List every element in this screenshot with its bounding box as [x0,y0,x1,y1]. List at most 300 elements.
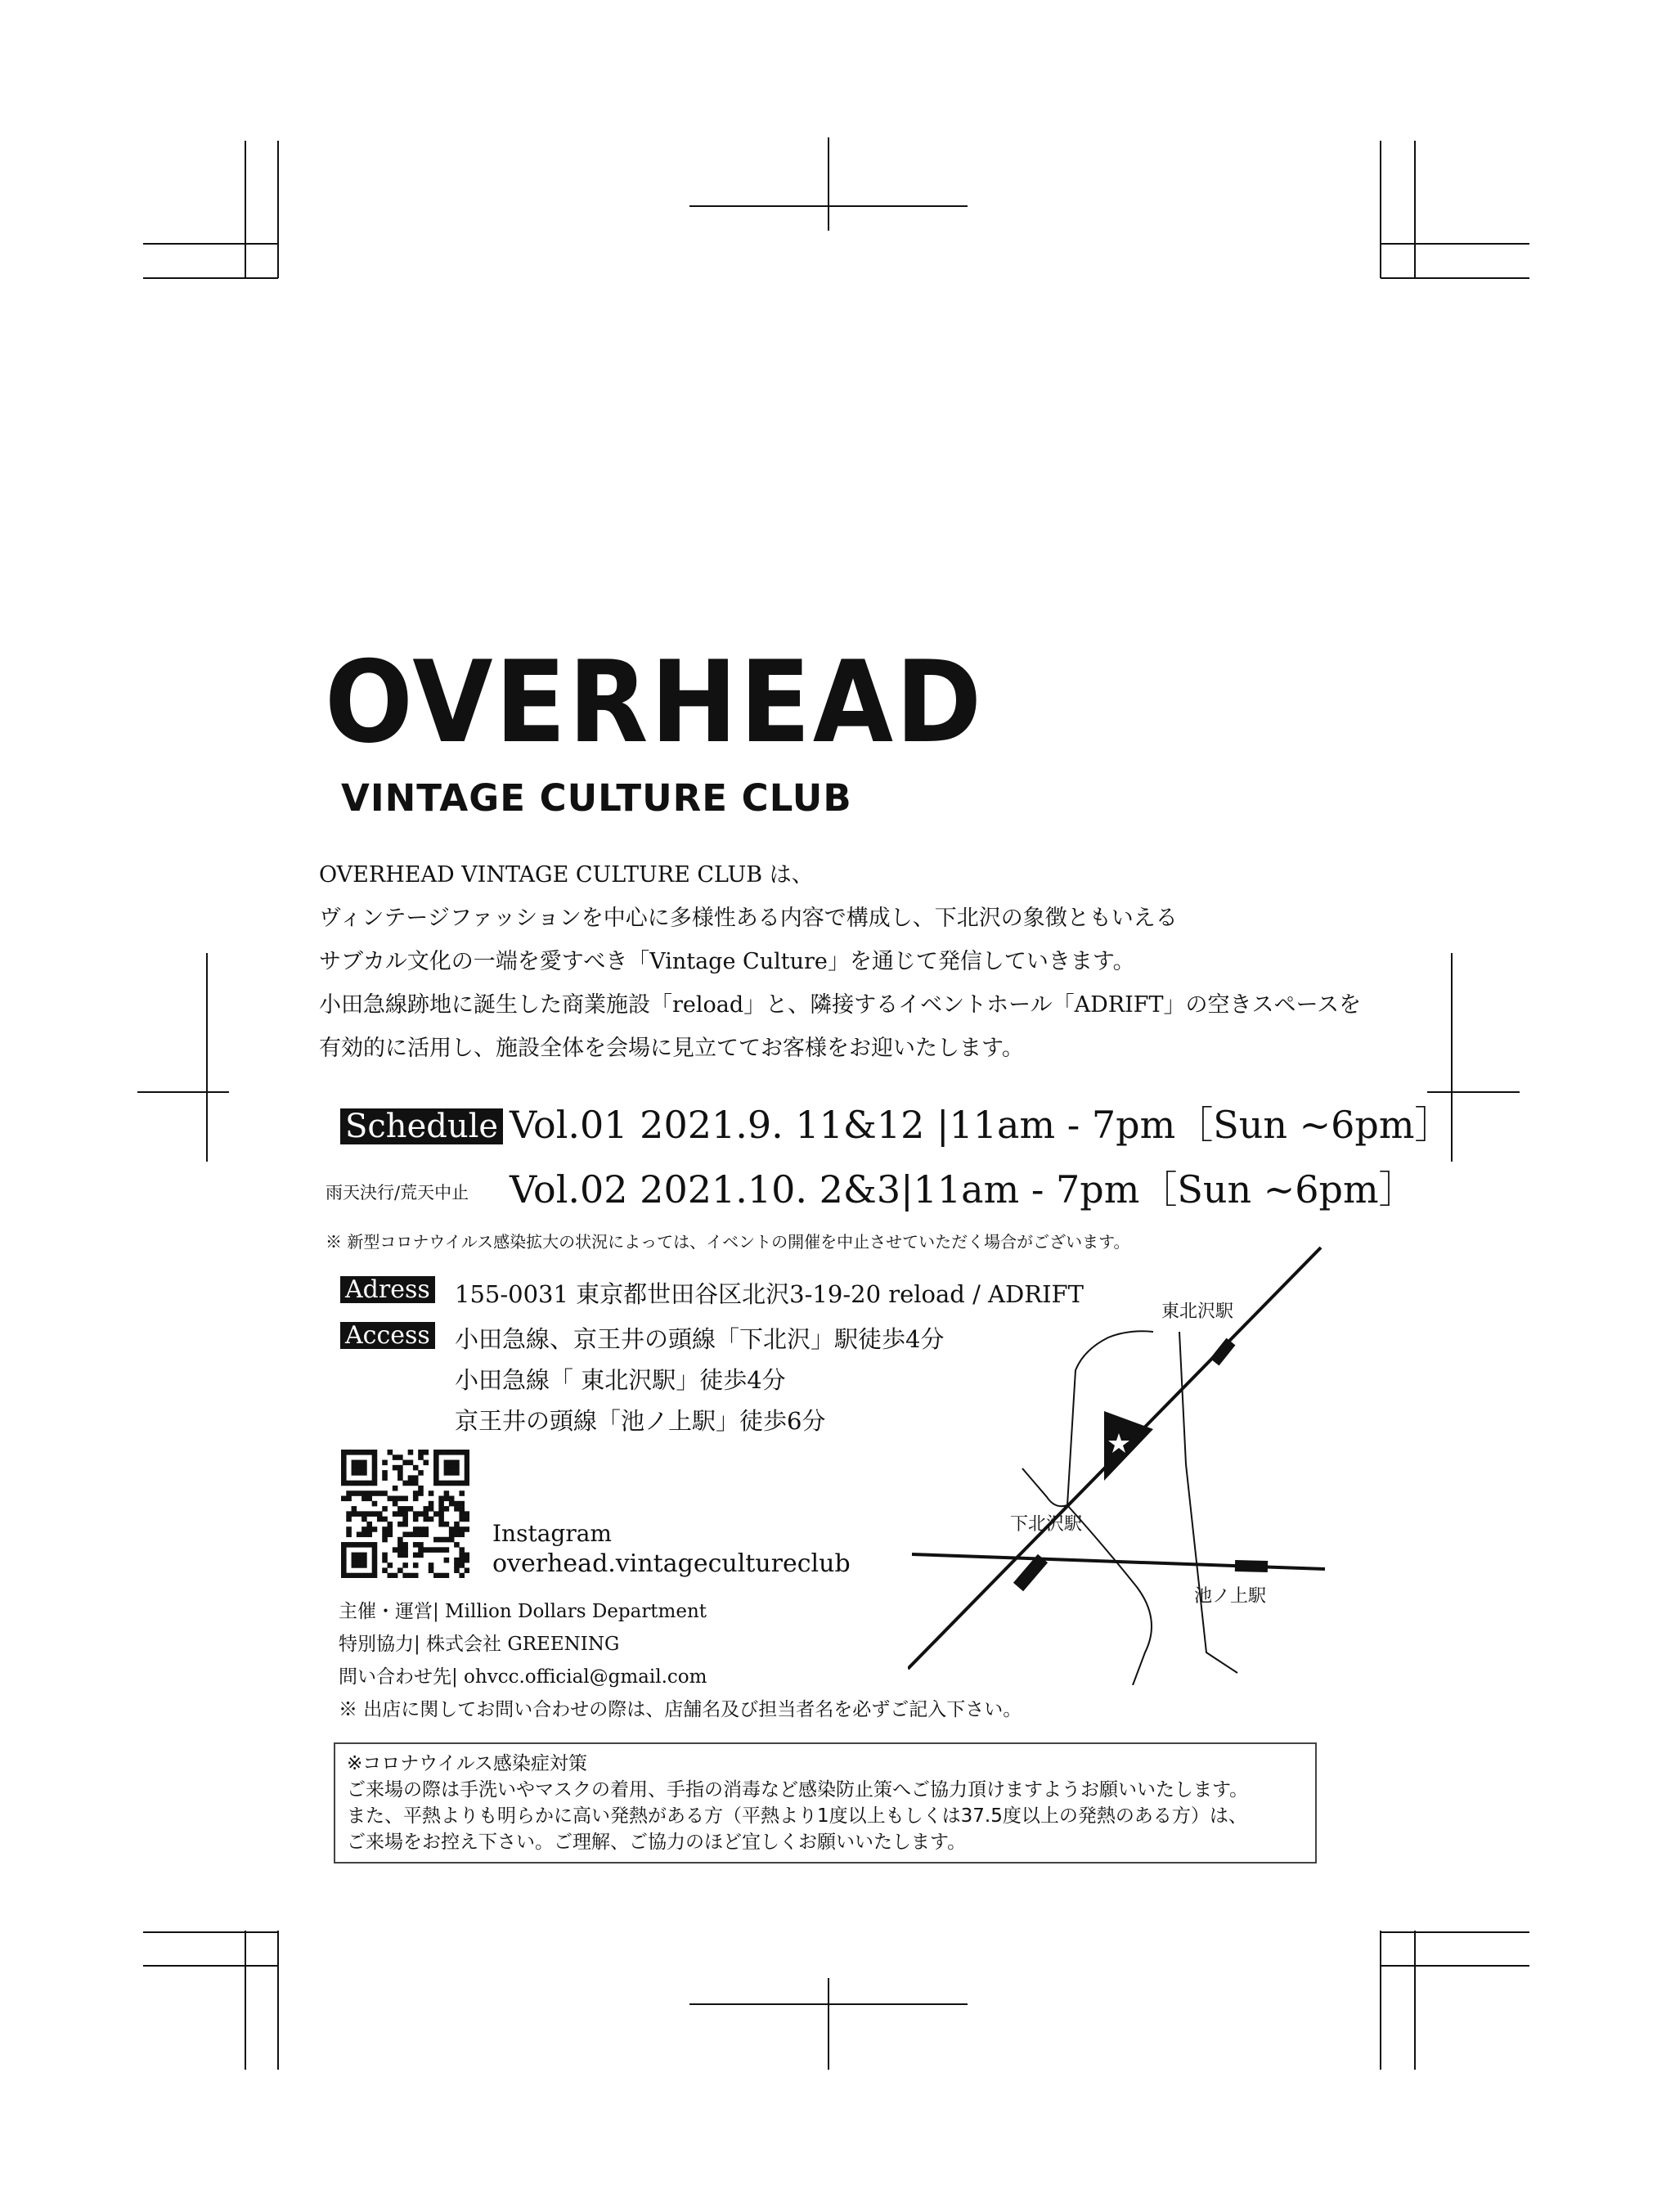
qr-module [372,1547,378,1553]
qr-module [454,1522,460,1527]
qr-module [372,1542,378,1548]
qr-module [465,1465,469,1471]
qr-module [413,1531,419,1537]
credit-note: ※ 出店に関してお問い合わせの際は、店舗名及び担当者名を必ずご記入下さい。 [339,1699,1022,1720]
qr-module [402,1562,408,1568]
qr-module [459,1558,465,1563]
qr-module [459,1501,465,1507]
page-title: OVERHEAD [325,636,984,768]
intro-line: ヴィンテージファッションを中心に多様性ある内容で構成し、下北沢の象徴ともいえる [319,906,1178,931]
qr-module [352,1511,357,1517]
qr-module [341,1562,347,1568]
qr-module [352,1562,357,1568]
covid-measures-line: ご来場の際は手洗いやマスクの着用、手指の消毒など感染防止策へご協力頂けますようお願いいたします。 [347,1779,1249,1801]
qr-module [438,1481,444,1486]
qr-module [459,1573,465,1578]
qr-module [352,1460,357,1466]
qr-module [346,1511,352,1517]
qr-module [372,1501,378,1507]
qr-module [408,1531,414,1537]
qr-module [393,1501,398,1507]
qr-module [352,1470,357,1476]
qr-module [402,1522,408,1527]
qr-module [357,1558,362,1563]
qr-module [454,1501,460,1507]
qr-module [459,1490,465,1496]
qr-module [397,1537,403,1543]
qr-module [388,1531,393,1537]
qr-module [444,1547,450,1553]
qr-module [377,1511,383,1517]
qr-module [346,1496,352,1502]
qr-module [413,1562,419,1568]
qr-module [465,1460,469,1466]
qr-module [361,1517,367,1522]
qr-module [397,1547,403,1553]
qr-module [352,1490,357,1496]
qr-module [459,1553,465,1558]
qr-module [454,1470,460,1476]
qr-module [357,1511,362,1517]
qr-module [357,1542,362,1548]
qr-module [408,1450,414,1455]
qr-module [418,1542,424,1548]
qr-module [438,1573,444,1578]
qr-module [449,1526,455,1532]
access-list [455,1319,944,1441]
map-label-ikenoue: 池ノ上駅 [1194,1586,1267,1607]
qr-module [361,1542,367,1548]
qr-module [382,1506,388,1512]
qr-module [361,1553,367,1558]
schedule-vol1: Vol.01 2021.9. 11&12 |11am - 7pm［Sun ~6pm］ [510,1103,1453,1147]
qr-module [341,1470,347,1476]
qr-module [423,1511,429,1517]
qr-module [459,1531,465,1537]
qr-module [393,1465,398,1471]
qr-module [346,1450,352,1455]
qr-module [444,1465,450,1471]
qr-module [423,1450,429,1455]
qr-module [372,1481,378,1486]
qr-module [372,1490,378,1496]
qr-module [413,1490,419,1496]
map-road [1022,1468,1067,1506]
intro-line: サブカル文化の一端を愛すべき「Vintage Culture」を通じて発信していきます。 [319,949,1135,974]
qr-module [413,1481,419,1486]
qr-module [433,1475,439,1481]
qr-module [372,1526,378,1532]
qr-module [388,1496,393,1502]
qr-module [465,1450,469,1455]
qr-module [413,1542,419,1548]
qr-module [388,1526,393,1532]
qr-module [459,1517,465,1522]
qr-module [429,1562,434,1568]
qr-module [444,1460,450,1466]
qr-module [433,1454,439,1460]
rain-note: 雨天決行/荒天中止 [326,1183,469,1203]
qr-module [346,1531,352,1537]
qr-module [408,1481,414,1486]
qr-module [366,1573,372,1578]
qr-module [402,1553,408,1558]
qr-module [423,1531,429,1537]
qr-module [382,1526,388,1532]
qr-module [382,1517,388,1522]
qr-module [402,1460,408,1466]
qr-module [377,1517,383,1522]
access-line: 京王井の頭線「池ノ上駅」徒歩6分 [455,1407,826,1435]
qr-module [366,1511,372,1517]
intro-text [319,853,1464,1070]
qr-module [418,1553,424,1558]
qr-module [459,1562,465,1568]
qr-module [352,1542,357,1548]
schedule-vol2: Vol.02 2021.10. 2&3|11am - 7pm［Sun ~6pm］ [510,1167,1417,1212]
address-value: 155-0031 東京都世田谷区北沢3-19-20 reload / ADRIFT [455,1280,1084,1308]
map-station-shimokitazawa [1018,1558,1043,1587]
qr-module [418,1454,424,1460]
covid-measures-line: ご来場をお控え下さい。ご理解、ご協力のほど宜しくお願いいたします。 [347,1832,967,1853]
qr-module [465,1553,469,1558]
map-label-shimokitazawa: 下北沢駅 [1010,1514,1083,1535]
qr-module [444,1537,450,1543]
qr-module [393,1496,398,1502]
qr-module [413,1465,419,1471]
qr-module [465,1511,469,1517]
qr-module [459,1450,465,1455]
qr-module [397,1470,403,1476]
qr-module [465,1526,469,1532]
qr-module [465,1517,469,1522]
qr-module [423,1506,429,1512]
qr-module [382,1490,388,1496]
qr-module [361,1558,367,1563]
qr-module [366,1531,372,1537]
qr-module [408,1475,414,1481]
qr-module [454,1562,460,1568]
qr-module [444,1496,450,1502]
qr-module [454,1465,460,1471]
qr-module [433,1547,439,1553]
qr-module [366,1490,372,1496]
qr-module [388,1450,393,1455]
qr-module [366,1522,372,1527]
qr-module [397,1567,403,1573]
qr-module [408,1506,414,1512]
qr-module [341,1573,347,1578]
qr-module [372,1562,378,1568]
qr-module [341,1496,347,1502]
qr-module [465,1558,469,1563]
credit-organizer: 主催・運営| Million Dollars Department [339,1601,707,1622]
qr-module [341,1567,347,1573]
qr-module [444,1470,450,1476]
qr-module [465,1454,469,1460]
map-station-ikenoue [1235,1566,1268,1567]
qr-module [352,1481,357,1486]
qr-module [361,1450,367,1455]
qr-module [366,1526,372,1532]
qr-module [372,1454,378,1460]
qr-module [357,1450,362,1455]
qr-module [377,1490,383,1496]
qr-module [408,1460,414,1466]
qr-module [438,1547,444,1553]
qr-module [357,1490,362,1496]
qr-module [418,1526,424,1532]
qr-module [388,1562,393,1568]
qr-module [459,1511,465,1517]
qr-module [361,1496,367,1502]
qr-module [357,1531,362,1537]
qr-module [454,1531,460,1537]
qr-module [449,1481,455,1486]
credit-contact: 問い合わせ先| ohvcc.official@gmail.com [339,1666,707,1688]
qr-module [454,1481,460,1486]
qr-module [429,1490,434,1496]
qr-module [393,1454,398,1460]
qr-module [397,1506,403,1512]
qr-module [346,1526,352,1532]
qr-module [397,1475,403,1481]
qr-module [393,1573,398,1578]
qr-module [372,1553,378,1558]
qr-module [361,1526,367,1532]
qr-module [413,1553,419,1558]
intro-line: OVERHEAD VINTAGE CULTURE CLUB は、 [319,862,814,888]
qr-module [438,1537,444,1543]
qr-module [449,1470,455,1476]
instagram-label: Instagram [492,1520,612,1547]
intro-line: 小田急線跡地に誕生した商業施設「reload」と、隣接するイベントホール「ADRIFT」の空きスペースを [319,992,1362,1018]
qr-module [357,1465,362,1471]
qr-module [444,1450,450,1455]
qr-module [454,1526,460,1532]
qr-module [388,1522,393,1527]
qr-module [454,1542,460,1548]
qr-module [361,1573,367,1578]
qr-module [465,1481,469,1486]
qr-module [459,1481,465,1486]
qr-module [454,1450,460,1455]
access-line: 小田急線、京王井の頭線「下北沢」駅徒歩4分 [455,1325,945,1353]
qr-module [444,1573,450,1578]
qr-module [423,1517,429,1522]
qr-module [418,1470,424,1476]
qr-module [459,1547,465,1553]
qr-module [372,1475,378,1481]
qr-module [454,1567,460,1573]
qr-module [444,1506,450,1512]
qr-module [429,1547,434,1553]
qr-module [438,1511,444,1517]
qr-module [438,1501,444,1507]
qr-module [372,1567,378,1573]
qr-module [346,1490,352,1496]
qr-module [372,1511,378,1517]
qr-module [433,1470,439,1476]
qr-module [346,1573,352,1578]
qr-module [361,1465,367,1471]
qr-module [361,1511,367,1517]
qr-module [341,1450,347,1455]
qr-module [408,1573,414,1578]
qr-module [361,1562,367,1568]
qr-module [372,1465,378,1471]
qr-module [357,1460,362,1466]
qr-module [433,1481,439,1486]
qr-module [433,1465,439,1471]
qr-module [449,1537,455,1543]
qr-module [341,1460,347,1466]
qr-module [438,1517,444,1522]
qr-module [429,1501,434,1507]
qr-module [357,1481,362,1486]
qr-module [433,1511,439,1517]
qr-module [402,1542,408,1548]
qr-module [372,1450,378,1455]
instagram-handle[interactable]: overhead.vintagecultureclub [492,1549,851,1578]
qr-module [449,1531,455,1537]
qr-module [341,1465,347,1471]
qr-module [382,1553,388,1558]
address-label: Adress [340,1276,435,1303]
qr-module [449,1450,455,1455]
schedule-label: Schedule [340,1108,503,1144]
qr-module [402,1496,408,1502]
qr-module [465,1475,469,1481]
qr-module [444,1522,450,1527]
qr-module [372,1470,378,1476]
qr-module [382,1460,388,1466]
qr-module [433,1573,439,1578]
qr-module [382,1531,388,1537]
qr-module [449,1460,455,1466]
qr-module [413,1475,419,1481]
qr-module [413,1496,419,1502]
qr-module [361,1460,367,1466]
qr-module [388,1573,393,1578]
covid-measures-line: また、平熱よりも明らかに高い発熱がある方（平熱より1度以上もしくは37.5度以上の発熱のある方）は、 [347,1805,1247,1827]
qr-module [352,1558,357,1563]
qr-module [418,1450,424,1455]
qr-module [393,1511,398,1517]
qr-module [402,1547,408,1553]
qr-module [402,1531,408,1537]
qr-code[interactable] [341,1450,469,1578]
qr-module [397,1553,403,1558]
qr-module [357,1553,362,1558]
qr-module [433,1460,439,1466]
qr-module [397,1465,403,1471]
qr-module [393,1486,398,1491]
qr-module [372,1460,378,1466]
qr-module [429,1517,434,1522]
qr-module [346,1481,352,1486]
covid-measures-box [334,1742,1317,1864]
page-subtitle: VINTAGE CULTURE CLUB [341,776,852,820]
map-station-higashikitazawa [1215,1342,1231,1362]
qr-module [393,1547,398,1553]
map-label-higashikitazawa: 東北沢駅 [1161,1302,1234,1322]
qr-module [366,1496,372,1502]
qr-module [402,1517,408,1522]
qr-module [352,1465,357,1471]
qr-module [438,1496,444,1502]
qr-module [341,1553,347,1558]
qr-module [352,1573,357,1578]
qr-module [341,1558,347,1563]
qr-module [357,1562,362,1568]
qr-module [372,1573,378,1578]
qr-module [449,1465,455,1471]
qr-module [341,1475,347,1481]
qr-module [423,1526,429,1532]
qr-module [341,1454,347,1460]
qr-module [413,1526,419,1532]
access-map [908,1227,1349,1685]
qr-module [418,1490,424,1496]
qr-module [444,1490,450,1496]
qr-module [346,1542,352,1548]
qr-module [346,1517,352,1522]
qr-module [454,1558,460,1563]
qr-module [382,1475,388,1481]
qr-module [459,1506,465,1512]
qr-module [397,1522,403,1527]
qr-module [423,1547,429,1553]
qr-module [361,1470,367,1476]
qr-module [382,1537,388,1543]
qr-module [352,1450,357,1455]
qr-module [366,1481,372,1486]
qr-module [402,1573,408,1578]
qr-module [429,1567,434,1573]
qr-module [418,1531,424,1537]
qr-module [366,1450,372,1455]
qr-module [433,1537,439,1543]
qr-module [341,1542,347,1548]
qr-module [402,1481,408,1486]
qr-module [429,1506,434,1512]
qr-module [352,1553,357,1558]
qr-module [438,1522,444,1527]
access-label: Access [340,1322,435,1349]
qr-module [449,1501,455,1507]
qr-module [397,1542,403,1548]
qr-module [352,1506,357,1512]
qr-module [413,1517,419,1522]
intro-line: 有効的に活用し、施設全体を会場に見立ててお客様をお迎いたします。 [319,1036,1024,1061]
qr-module [382,1470,388,1476]
qr-module [357,1470,362,1476]
qr-module [449,1496,455,1502]
qr-module [438,1506,444,1512]
cancellation-note: ※ 新型コロナウイルス感染拡大の状況によっては、イベントの開催を中止させていただく場合がございます。 [326,1232,1130,1252]
qr-module [397,1496,403,1502]
qr-module [402,1511,408,1517]
qr-module [444,1558,450,1563]
venue-marker [1104,1411,1153,1481]
covid-measures-title: ※コロナウイルス感染症対策 [347,1753,587,1774]
qr-module [397,1511,403,1517]
qr-module [357,1573,362,1578]
qr-module [465,1470,469,1476]
qr-module [402,1506,408,1512]
qr-module [438,1450,444,1455]
